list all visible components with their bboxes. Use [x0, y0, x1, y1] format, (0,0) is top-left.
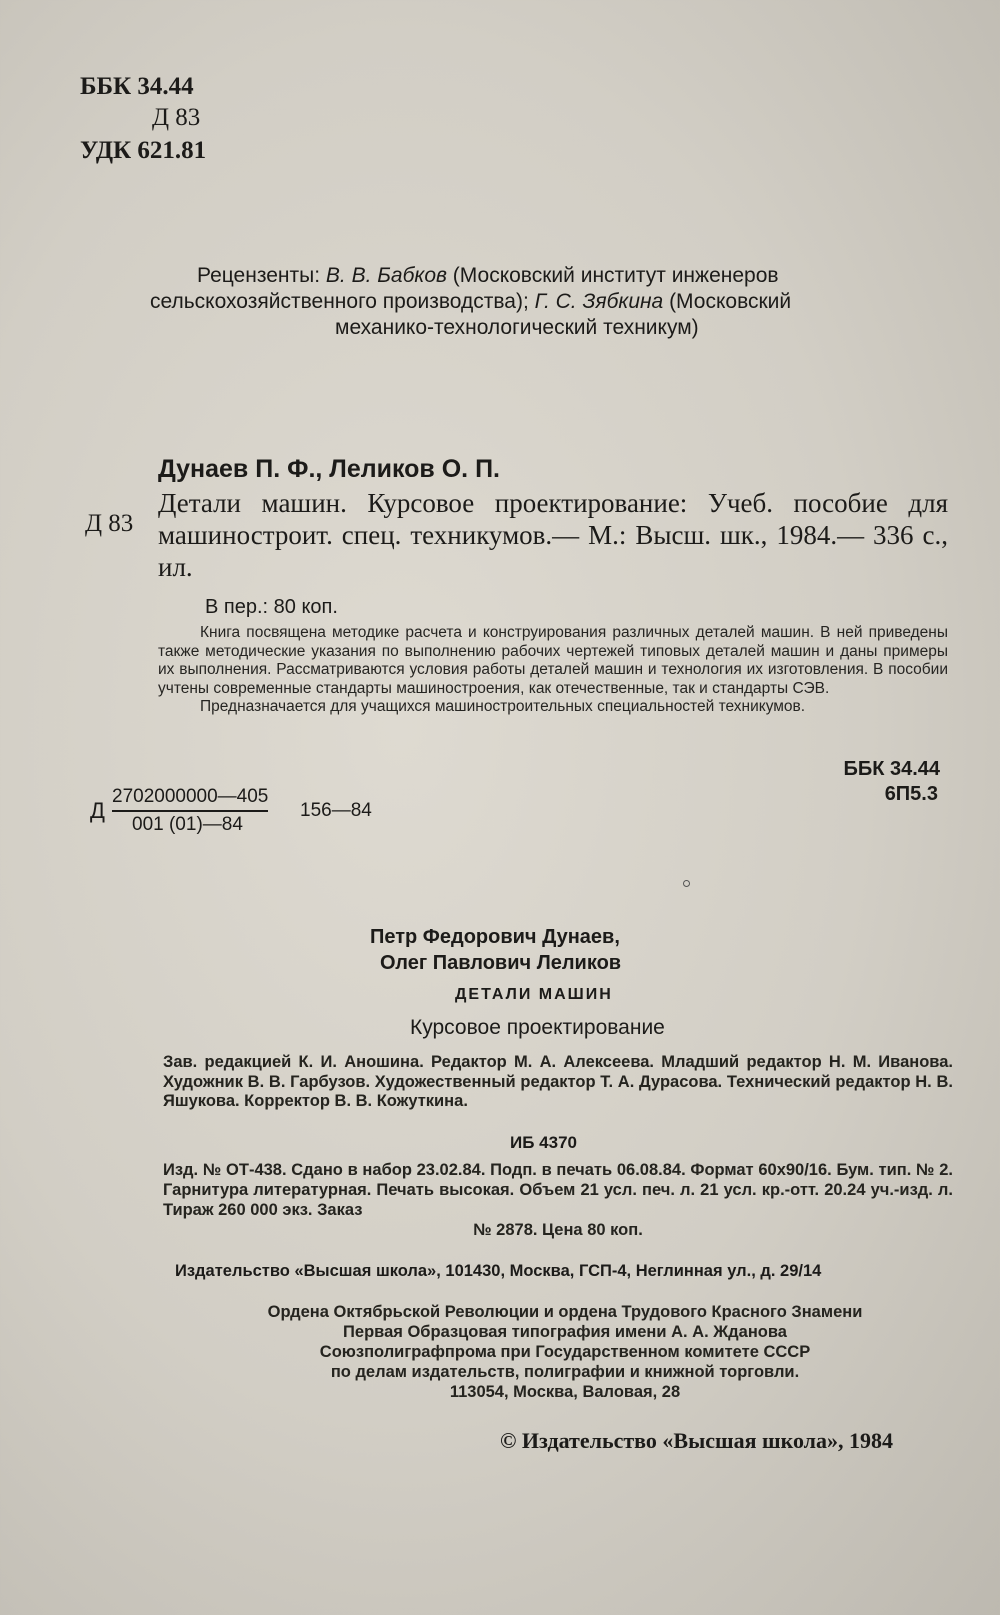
printery-line: 113054, Москва, Валовая, 28	[449, 1383, 681, 1401]
card-index-denominator: 001 (01)—84	[132, 814, 243, 835]
annotation-paragraph: Предназначается для учащихся машиностроительных специальностей техникумов.	[200, 698, 806, 715]
colophon-title: ДЕТАЛИ МАШИН	[455, 986, 613, 1003]
reviewers-line-1: Рецензенты: В. В. Бабков (Московский институт инженеров	[197, 264, 779, 287]
copyright-line: © Издательство «Высшая школа», 1984	[500, 1428, 894, 1453]
reviewers-line-2: сельскохозяйственного производства); Г. С. Зябкина (Московский	[150, 290, 792, 313]
card-title: Детали машин. Курсовое проектирование: Учеб. пособие для машиностроит. спец. техникумов.— М.: Высш. шк., 1984.— 336 с., ил.	[158, 488, 948, 582]
card-author-mark: Д 83	[85, 510, 134, 537]
printery-line: Первая Образцовая типография имени А. А. Жданова	[343, 1323, 787, 1341]
printery-line: по делам издательств, полиграфии и книжной торговли.	[330, 1363, 800, 1381]
printery-line: Ордена Октябрьской Революции и ордена Трудового Красного Знамени	[267, 1303, 863, 1321]
printery-line: Союзполиграфпрома при Государственном комитете СССР	[319, 1343, 811, 1361]
colophon-staff: Зав. редакцией К. И. Аношина. Редактор М. А. Алексеева. Младший редактор Н. М. Иванова. Художник В. В. Гарбузов. Художественный редактор Т. А. Дурасова. Технический редактор Н. В. Яшукова. Корректор В. В. Кожуткина.	[163, 1053, 953, 1110]
colophon-author-1: Петр Федорович Дунаев,	[370, 926, 620, 948]
bbk-code: ББК 34.44	[80, 73, 194, 100]
colophon-imprint	[163, 1160, 953, 1240]
imprint-details: Изд. № ОТ-438. Сдано в набор 23.02.84. Подп. в печать 06.08.84. Формат 60х90/16. Бум. тип. № 2. Гарнитура литературная. Печать высокая. Объем 21 усл. печ. л. 21 усл. кр.-отт. 20.24 уч.-изд. л. Тираж 260 000 экз. Заказ	[163, 1161, 953, 1219]
print-speck	[683, 880, 690, 887]
card-bbk: ББК 34.44	[843, 758, 940, 780]
annotation-paragraph: Книга посвящена методике расчета и конструирования различных деталей машин. В ней приведены также методические указания по выполнению рабочих чертежей типовых деталей машин и даны примеры их выполнения. Рассматриваются условия работы деталей машин и технология их изготовления. В пособии учтены современные стандарты машиностроения, как отечественные, так и стандарты СЭВ.	[158, 624, 948, 697]
author-mark-code: Д 83	[152, 104, 201, 131]
card-price: В пер.: 80 коп.	[205, 596, 338, 618]
colophon-author-2: Олег Павлович Леликов	[380, 952, 622, 974]
card-index-suffix: 156—84	[300, 800, 372, 821]
reviewers-line-3: механико-технологический техникум)	[335, 316, 699, 339]
publisher-address: Издательство «Высшая школа», 101430, Москва, ГСП-4, Неглинная ул., д. 29/14	[175, 1262, 822, 1280]
card-index-numerator: 2702000000—405	[112, 786, 268, 812]
card-annotation	[158, 624, 948, 717]
udk-code: УДК 621.81	[80, 137, 207, 164]
colophon-subtitle: Курсовое проектирование	[410, 1016, 665, 1039]
card-bbk-sub: 6П5.3	[884, 783, 938, 805]
card-index-letter: Д	[90, 798, 105, 823]
imprint-order: № 2878. Цена 80 коп.	[473, 1221, 643, 1239]
colophon-ib-number: ИБ 4370	[510, 1133, 577, 1152]
printery-block	[170, 1302, 960, 1402]
card-authors: Дунаев П. Ф., Леликов О. П.	[158, 455, 500, 483]
